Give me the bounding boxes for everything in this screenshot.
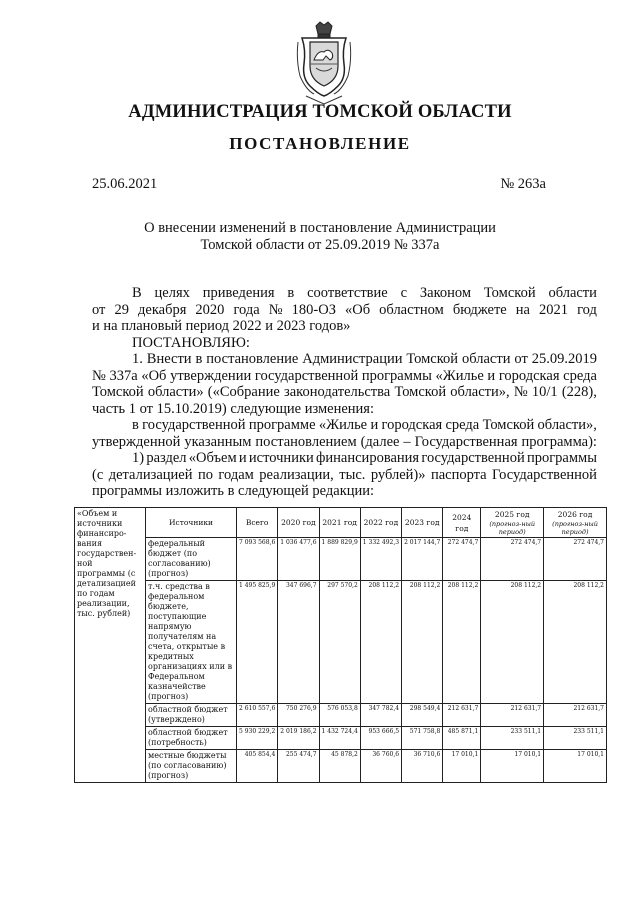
value-cell: 255 474,7	[278, 750, 319, 783]
column-header: 2024 год	[443, 508, 481, 538]
column-header-2026	[544, 508, 607, 538]
body-line: Томской области» («Собрание законодательства Томской области», № 10/1 (228),	[92, 384, 597, 400]
value-cell: 272 474,7	[443, 538, 481, 581]
table-row	[75, 750, 607, 783]
value-cell: 2 610 557,6	[237, 704, 278, 727]
column-header-year: 2025 год	[494, 510, 530, 519]
value-cell: 298 549,4	[402, 704, 443, 727]
column-header: 2020 год	[278, 508, 319, 538]
body-line: часть 1 от 15.10.2019) следующие изменения:	[92, 400, 375, 417]
body-line: и на плановый период 2022 и 2023 годов»	[92, 318, 351, 334]
source-cell: федеральный бюджет (по согласованию) (прогноз)	[146, 538, 237, 581]
value-cell: 5 930 229,2	[237, 727, 278, 750]
value-cell: 7 093 568,6	[237, 538, 278, 581]
decree-word: ПОСТАНОВЛЯЮ:	[132, 334, 250, 351]
value-cell: 953 666,5	[360, 727, 401, 750]
organization-title: АДМИНИСТРАЦИЯ ТОМСКОЙ ОБЛАСТИ	[128, 102, 512, 122]
document-subject	[0, 220, 640, 254]
body-line: в государственной программе «Жилье и городская среда Томской области»,	[132, 417, 597, 433]
column-header: Источники	[146, 508, 237, 538]
table-row	[75, 727, 607, 750]
body-line: (с детализацией по годам реализации, тыс. рублей)» паспорта Государственной	[92, 466, 597, 483]
value-cell: 208 112,2	[360, 581, 401, 704]
subject-line: Томской области от 25.09.2019 № 337а	[200, 237, 440, 253]
value-cell: 347 782,4	[360, 704, 401, 727]
column-header: 2021 год	[319, 508, 360, 538]
value-cell: 208 112,2	[544, 581, 607, 704]
column-header-note: (прогноз-ный период)	[552, 520, 598, 536]
value-cell: 208 112,2	[443, 581, 481, 704]
body-line: утвержденной указанным постановлением (далее – Государственная программа):	[92, 433, 597, 450]
value-cell: 212 631,7	[443, 704, 481, 727]
value-cell: 36 760,6	[360, 750, 401, 783]
document-type: ПОСТАНОВЛЕНИЕ	[229, 134, 411, 153]
value-cell: 571 758,8	[402, 727, 443, 750]
value-cell: 347 696,7	[278, 581, 319, 704]
column-header-year: 2026 год	[557, 510, 593, 519]
value-cell: 36 710,6	[402, 750, 443, 783]
body-line: № 337а «Об утверждении государственной программы «Жилье и городская среда	[92, 367, 597, 384]
subject-line: О внесении изменений в постановление Администрации	[144, 220, 496, 236]
value-cell: 1 036 477,6	[278, 538, 319, 581]
body-line: от 29 декабря 2020 года № 180-ОЗ «Об областном бюджете на 2021 год	[92, 301, 597, 318]
value-cell: 1 495 825,9	[237, 581, 278, 704]
value-cell: 2 017 144,7	[402, 538, 443, 581]
value-cell: 576 053,8	[319, 704, 360, 727]
value-cell: 272 474,7	[544, 538, 607, 581]
value-cell: 17 010,1	[443, 750, 481, 783]
value-cell: 485 871,1	[443, 727, 481, 750]
source-cell: областной бюджет (утверждено)	[146, 704, 237, 727]
table-row	[75, 581, 607, 704]
value-cell: 1 332 492,3	[360, 538, 401, 581]
value-cell: 45 878,2	[319, 750, 360, 783]
value-cell: 405 854,4	[237, 750, 278, 783]
table-row	[75, 538, 607, 581]
source-cell: областной бюджет (потребность)	[146, 727, 237, 750]
value-cell: 1 432 724,4	[319, 727, 360, 750]
column-header: 2022 год	[360, 508, 401, 538]
column-header-note: (прогноз-ный период)	[489, 520, 536, 536]
body-line: В целях приведения в соответствие с Законом Томской области	[132, 285, 597, 301]
value-cell: 17 010,1	[481, 750, 544, 783]
row-header-cell: «Объем и источники финансиро-вания государствен-ной программы (с детализацией по годам реализации, тыс. рублей)	[75, 508, 146, 783]
value-cell: 297 570,2	[319, 581, 360, 704]
financing-table	[74, 507, 607, 783]
value-cell: 208 112,2	[402, 581, 443, 704]
document-number: № 263а	[500, 176, 546, 192]
document-body	[92, 285, 597, 500]
source-cell: местные бюджеты (по согласованию) (прогноз)	[146, 750, 237, 783]
value-cell: 212 631,7	[544, 704, 607, 727]
body-line: 1. Внести в постановление Администрации Томской области от 25.09.2019	[132, 351, 597, 367]
table-row	[75, 704, 607, 727]
body-line: программы изложить в следующей редакции:	[92, 483, 375, 499]
value-cell: 17 010,1	[544, 750, 607, 783]
value-cell: 233 511,1	[481, 727, 544, 750]
tomsk-region-coat-of-arms-icon	[296, 20, 352, 106]
source-cell: т.ч. средства в федеральном бюджете, поступающие напрямую получателям на счета, открытые в кредитных организациях или в Федеральном казначействе (прогноз)	[146, 581, 237, 704]
column-header-2025	[481, 508, 544, 538]
value-cell: 2 019 186,2	[278, 727, 319, 750]
value-cell: 750 276,9	[278, 704, 319, 727]
table-header-row	[75, 508, 607, 538]
value-cell: 208 112,2	[481, 581, 544, 704]
value-cell: 1 889 829,9	[319, 538, 360, 581]
value-cell: 212 631,7	[481, 704, 544, 727]
document-date: 25.06.2021	[92, 176, 158, 192]
body-line: 1) раздел «Объем и источники финансирования государственной программы	[132, 450, 597, 466]
value-cell: 272 474,7	[481, 538, 544, 581]
column-header: Всего	[237, 508, 278, 538]
column-header: 2023 год	[402, 508, 443, 538]
value-cell: 233 511,1	[544, 727, 607, 750]
